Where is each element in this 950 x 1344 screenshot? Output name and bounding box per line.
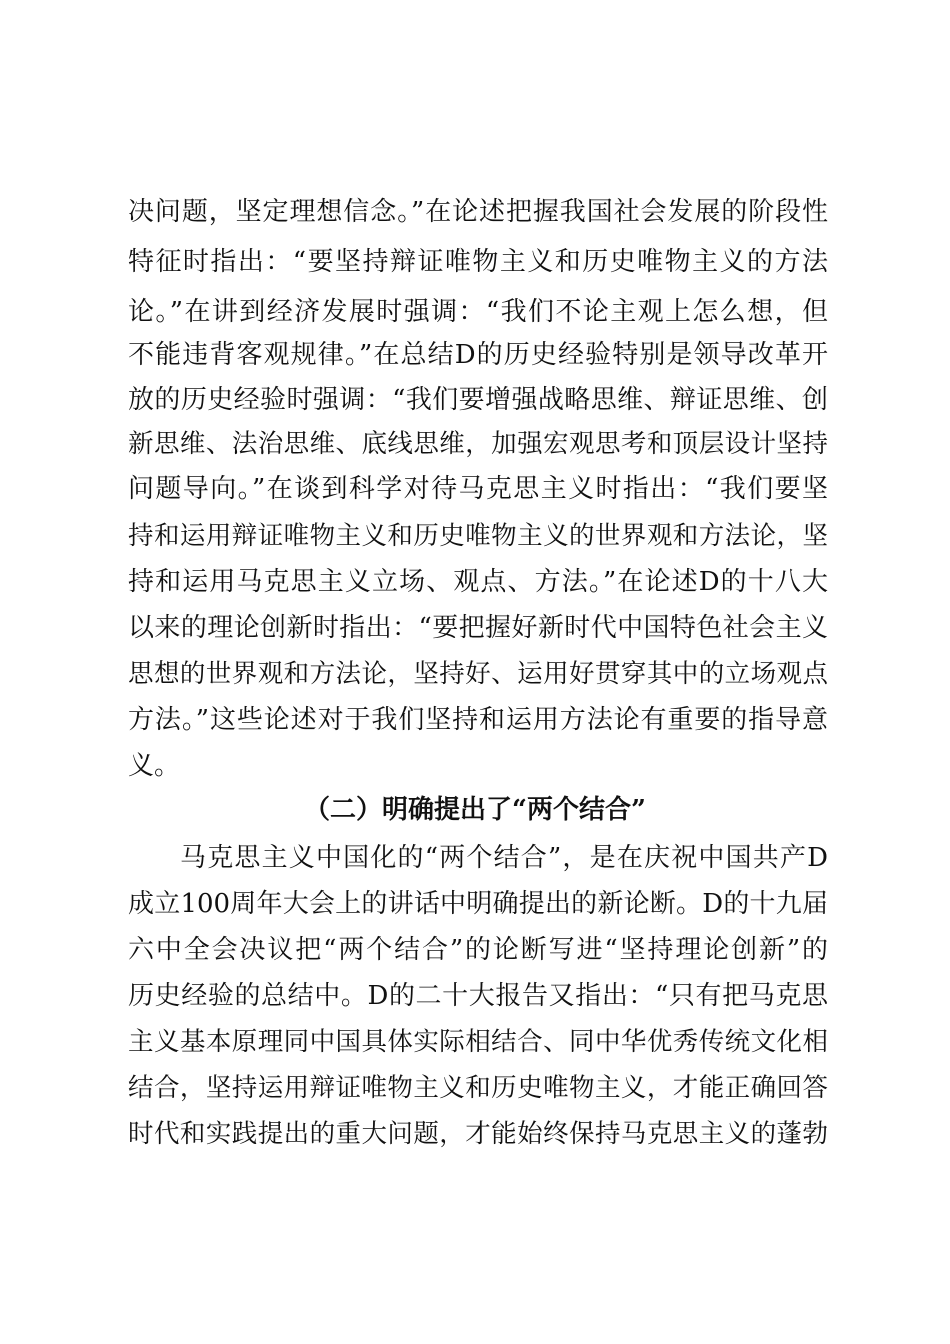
text-line: 主义基本原理同中国具体实际相结合、同中华优秀传统文化相 <box>128 1027 828 1057</box>
text-line: 问题导向。”在谈到科学对待马克思主义时指出：“我们要坚 <box>128 474 828 504</box>
text-line: 马克思主义中国化的“两个结合”，是在庆祝中国共产D <box>180 843 828 873</box>
text-line: 义。 <box>128 751 181 781</box>
text-line: 决问题，坚定理想信念。”在论述把握我国社会发展的阶段性 <box>128 197 828 227</box>
text-line: 新思维、法治思维、底线思维，加强宏观思考和顶层设计坚持 <box>128 429 828 459</box>
text-line: 特征时指出：“要坚持辩证唯物主义和历史唯物主义的方法 <box>128 247 828 277</box>
text-line: 六中全会决议把“两个结合”的论断写进“坚持理论创新”的 <box>128 935 828 965</box>
text-line: 以来的理论创新时指出：“要把握好新时代中国特色社会主义 <box>128 613 828 643</box>
text-line: 成立100周年大会上的讲话中明确提出的新论断。D的十九届 <box>128 889 828 919</box>
text-line: 方法。”这些论述对于我们坚持和运用方法论有重要的指导意 <box>128 705 828 735</box>
text-line: 持和运用马克思主义立场、观点、方法。”在论述D的十八大 <box>128 567 828 597</box>
text-line: 思想的世界观和方法论，坚持好、运用好贯穿其中的立场观点 <box>128 659 828 689</box>
text-line: 历史经验的总结中。D的二十大报告又指出：“只有把马克思 <box>128 981 828 1011</box>
text-line: 持和运用辩证唯物主义和历史唯物主义的世界观和方法论，坚 <box>128 521 828 551</box>
text-line: 不能违背客观规律。”在总结D的历史经验特别是领导改革开 <box>128 340 828 370</box>
text-line: 放的历史经验时强调：“我们要增强战略思维、辩证思维、创 <box>128 385 828 415</box>
text-line: 结合，坚持运用辩证唯物主义和历史唯物主义，才能正确回答 <box>128 1073 828 1103</box>
text-line: 时代和实践提出的重大问题，才能始终保持马克思主义的蓬勃 <box>128 1119 828 1149</box>
text-line: 论。”在讲到经济发展时强调：“我们不论主观上怎么想，但 <box>128 297 828 327</box>
section-heading: （二）明确提出了“两个结合” <box>304 795 646 825</box>
